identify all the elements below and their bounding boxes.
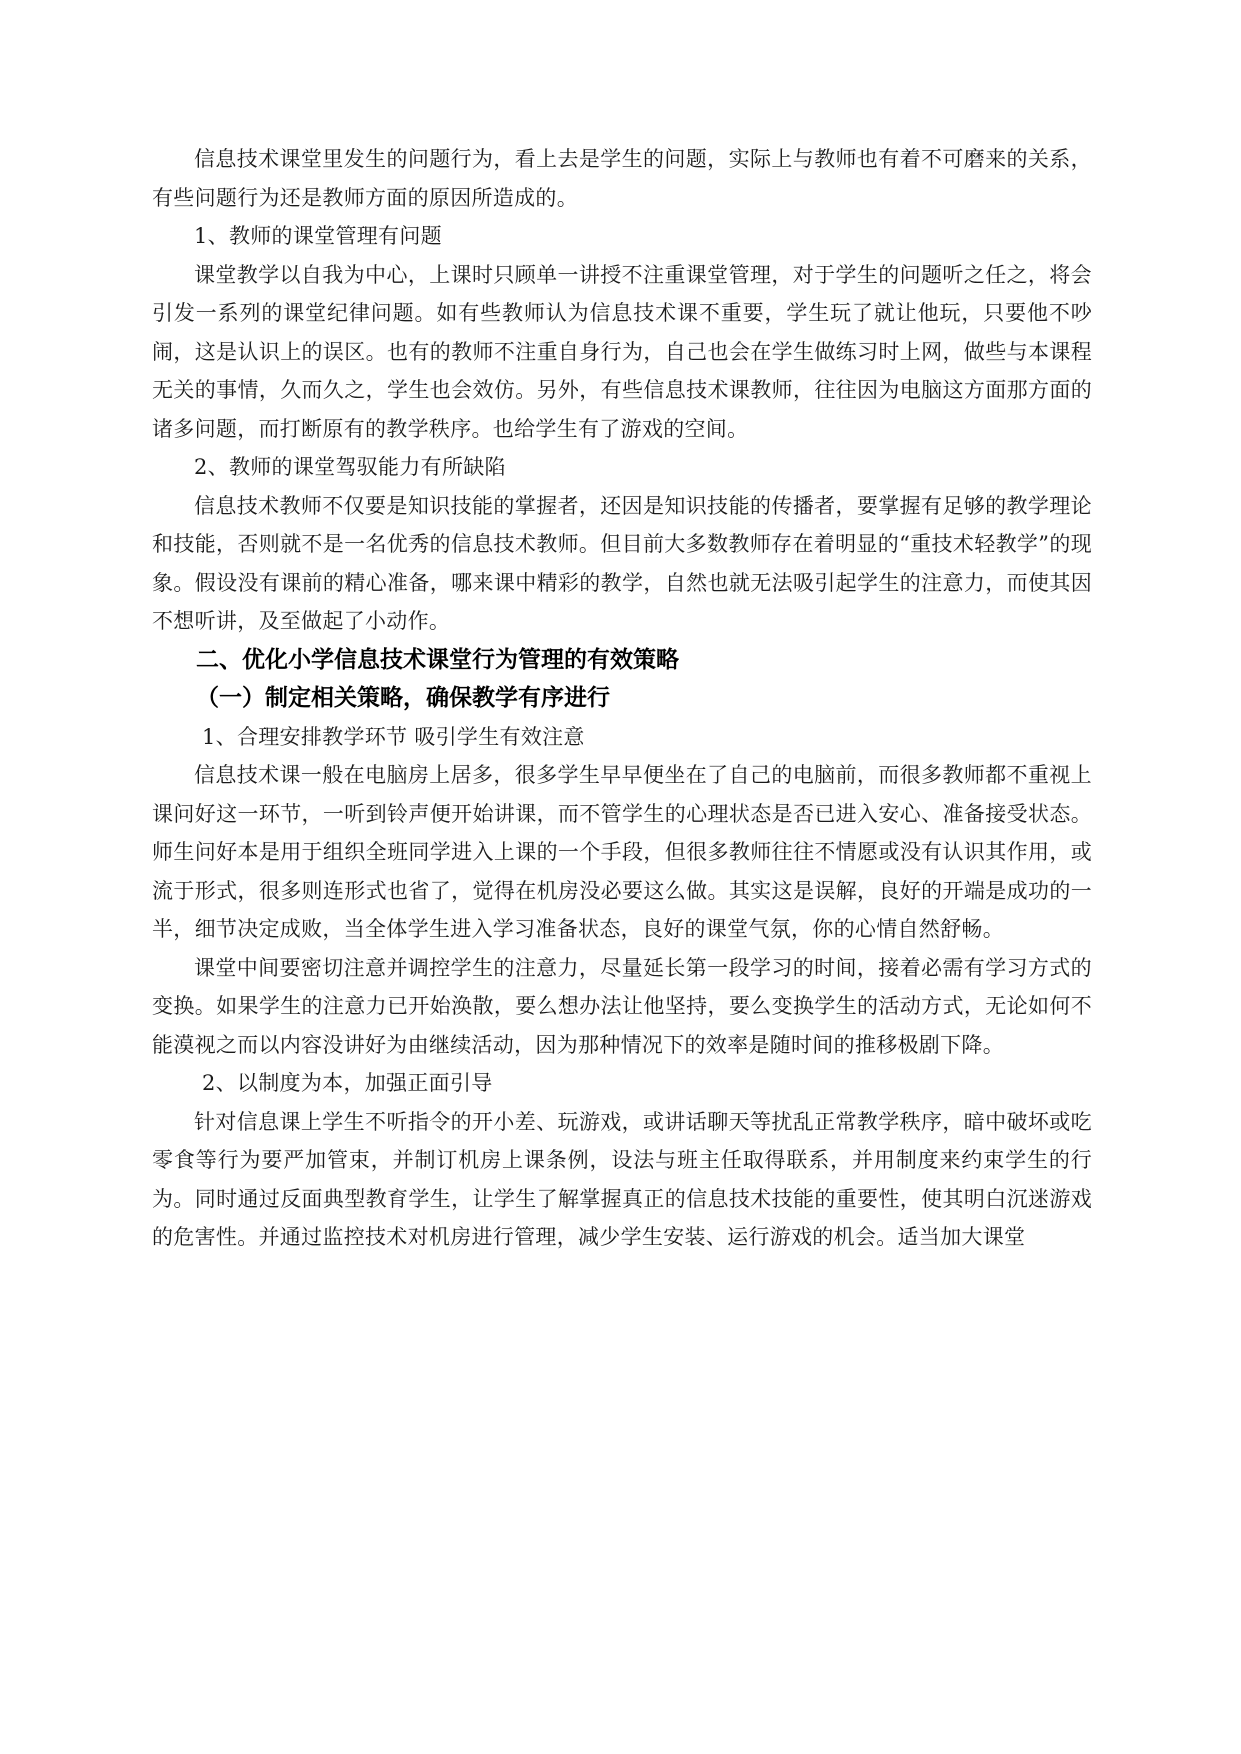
- paragraph-greeting: 信息技术课一般在电脑房上居多，很多学生早早便坐在了自己的电脑前，而很多教师都不重视上课问好这一环节，一听到铃声便开始讲课，而不管学生的心理状态是否已进入安心、准备接受状态。师生问好本是用于组织全班同学进入上课的一个手段，但很多教师往往不情愿或没有认识其作用，或流于形式，很多则连形式也省了，觉得在机房没必要这么做。其实这是误解，良好的开端是成功的一半，细节决定成败，当全体学生进入学习准备状态，良好的课堂气氛，你的心情自然舒畅。: [152, 763, 1092, 941]
- paragraph-intro: 信息技术课堂里发生的问题行为，看上去是学生的问题，实际上与教师也有着不可磨来的关系，有些问题行为还是教师方面的原因所造成的。: [152, 147, 1092, 210]
- paragraph-management-issues: 课堂教学以自我为中心，上课时只顾单一讲授不注重课堂管理，对于学生的问题听之任之，将会引发一系列的课堂纪律问题。如有些教师认为信息技术课不重要，学生玩了就让他玩，只要他不吵闹，这是认识上的误区。也有的教师不注重自身行为，自己也会在学生做练习时上网，做些与本课程无关的事情，久而久之，学生也会效仿。另外，有些信息技术课教师，往往因为电脑这方面那方面的诸多问题，而打断原有的教学秩序。也给学生有了游戏的空间。: [152, 262, 1092, 441]
- subheading-control-ability: 2、教师的课堂驾驭能力有所缺陷: [194, 455, 506, 479]
- subheading-arrange-teaching: 1、合理安排教学环节 吸引学生有效注意: [202, 724, 585, 749]
- paragraph-attention: 课堂中间要密切注意并调控学生的注意力，尽量延长第一段学习的时间，接着必需有学习方式的变换。如果学生的注意力已开始涣散，要么想办法让他坚持，要么变换学生的活动方式，无论如何不能漠视之而以内容没讲好为由继续活动，因为那种情况下的效率是随时间的推移极剧下降。: [152, 955, 1092, 1057]
- subheading-rules: 2、以制度为本，加强正面引导: [202, 1071, 493, 1095]
- section-heading-strategies: 二、优化小学信息技术课堂行为管理的有效策略: [196, 646, 679, 673]
- section-subheading-policies: （一）制定相关策略，确保教学有序进行: [196, 685, 610, 711]
- document-body: [152, 140, 1092, 1257]
- subheading-classroom-management: 1、教师的课堂管理有问题: [194, 224, 442, 248]
- paragraph-discipline: 针对信息课上学生不听指令的开小差、玩游戏，或讲话聊天等扰乱正常教学秩序，暗中破坏或吃零食等行为要严加管束，并制订机房上课条例，设法与班主任取得联系，并用制度来约束学生的行为。同时通过反面典型教育学生，让学生了解掌握真正的信息技术技能的重要性，使其明白沉迷游戏的危害性。并通过监控技术对机房进行管理，减少学生安装、运行游戏的机会。适当加大课堂: [152, 1109, 1092, 1249]
- paragraph-teacher-skills: 信息技术教师不仅要是知识技能的掌握者，还因是知识技能的传播者，要掌握有足够的教学理论和技能，否则就不是一名优秀的信息技术教师。但目前大多数教师存在着明显的“重技术轻教学”的现象。假设没有课前的精心准备，哪来课中精彩的教学，自然也就无法吸引起学生的注意力，而使其因不想听讲，及至做起了小动作。: [152, 493, 1092, 633]
